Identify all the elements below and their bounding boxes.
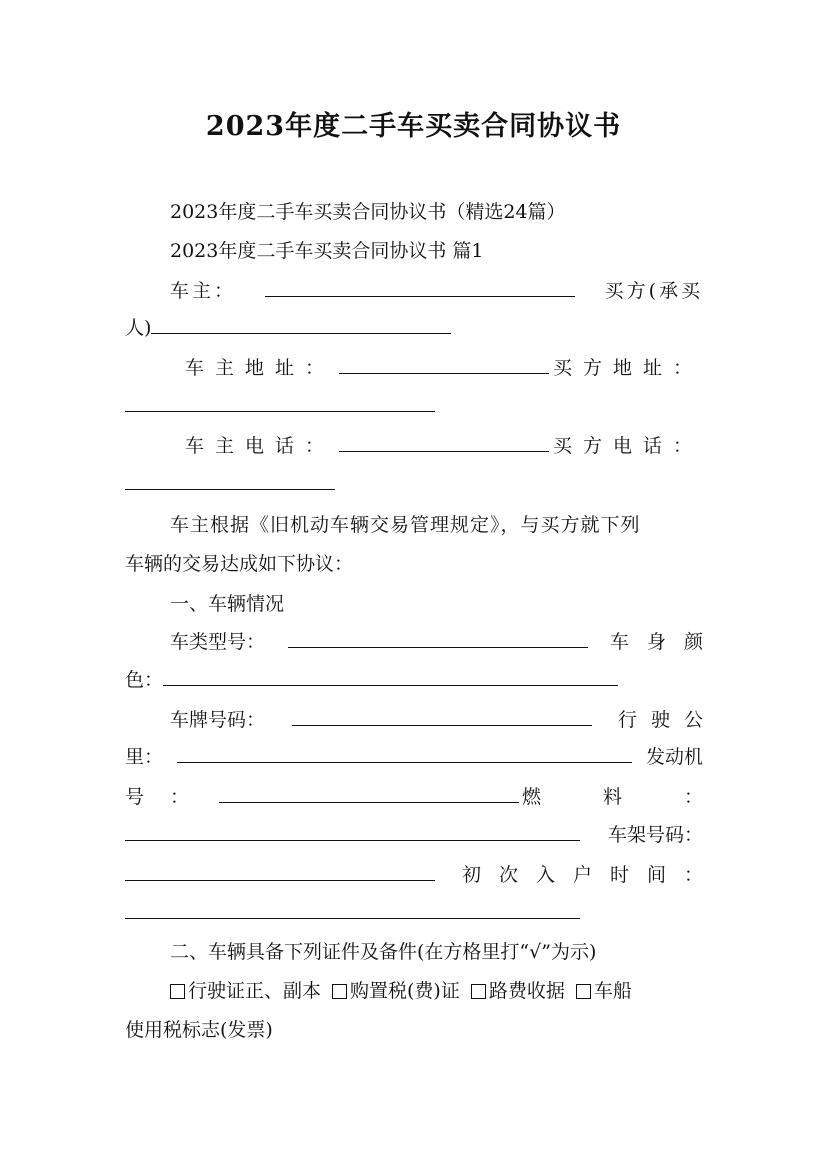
buyer-field[interactable] [151,314,451,334]
fuel-label: 燃料： [521,786,765,808]
address-row-cont [125,392,703,420]
doc-label-purchase-tax: 购置税(费)证 [350,980,460,1002]
frame-row [125,821,703,849]
owner-address-field[interactable] [339,354,549,374]
first-reg-label: 初次入户时间： [461,864,721,886]
owner-buyer-row [170,277,703,305]
color-field[interactable] [163,666,618,686]
frame-field[interactable] [125,861,435,881]
doc-checkbox-vessel-tax[interactable] [576,977,632,1005]
phone-row [185,432,703,460]
section-heading: 2023年度二手车买卖合同协议书 篇1 [170,240,484,262]
section-1-heading: 一、车辆情况 [170,593,285,615]
doc-label-toll-receipt: 路费收据 [488,980,565,1002]
subtitle: 2023年度二手车买卖合同协议书（精选24篇） [170,201,566,223]
documents-row-cont: 使用税标志(发票) [125,1019,273,1041]
owner-address-label: 车主地址： [185,357,336,379]
frame-label: 车架号码： [607,824,703,846]
mileage-label: 行驶公 [617,709,717,731]
buyer-phone-label: 买方电话： [552,435,703,457]
model-field[interactable] [288,628,588,648]
checkbox-icon [170,984,185,999]
color-row-cont [125,666,703,694]
phone-row-cont [125,470,703,498]
plate-field[interactable] [292,706,592,726]
engine-label-cont: 号： [125,786,216,808]
first-reg-row-cont [125,899,703,927]
engine-fuel-row [125,783,765,811]
first-reg-field[interactable] [125,899,580,919]
owner-phone-label: 车主电话： [185,435,336,457]
mileage-label-cont: 里： [125,746,164,768]
buyer-label-cont: 人) [125,317,152,339]
documents-row [170,977,703,1005]
doc-checkbox-license[interactable] [170,977,321,1005]
buyer-phone-field[interactable] [125,470,335,490]
checkbox-icon [471,984,486,999]
fuel-field[interactable] [125,821,580,841]
buyer-address-field[interactable] [125,392,435,412]
checkbox-icon [332,984,347,999]
doc-label-vessel-tax: 车船 [593,980,632,1002]
intro-line-1: 车主根据《旧机动车辆交易管理规定》，与买方就下列 [170,514,641,536]
section-2-heading: 二、车辆具备下列证件及备件(在方格里打“√”为示) [170,941,597,963]
address-row [185,354,703,382]
buyer-row-cont [125,314,703,342]
color-label-cont: 色： [125,669,164,691]
engine-label: 发动机 [645,746,703,768]
first-reg-row [125,861,721,889]
owner-field[interactable] [265,277,575,297]
color-label: 车身颜 [609,631,721,653]
plate-label: 车牌号码： [170,709,266,731]
engine-field[interactable] [219,783,519,803]
doc-label-license: 行驶证正、副本 [188,980,322,1002]
intro-line-2: 车辆的交易达成如下协议： [125,553,354,575]
mileage-row-cont [125,743,703,771]
model-row [170,628,721,656]
model-label: 车类型号： [170,631,266,653]
document-title: 2023年度二手车买卖合同协议书 [205,111,622,142]
doc-checkbox-purchase-tax[interactable] [332,977,460,1005]
owner-label: 车主： [170,280,237,302]
owner-phone-field[interactable] [339,432,549,452]
doc-checkbox-toll-receipt[interactable] [471,977,565,1005]
plate-row [170,706,717,734]
mileage-field[interactable] [177,743,632,763]
checkbox-icon [576,984,591,999]
buyer-address-label: 买方地址： [552,357,703,379]
buyer-label: 买方(承买 [604,280,703,302]
